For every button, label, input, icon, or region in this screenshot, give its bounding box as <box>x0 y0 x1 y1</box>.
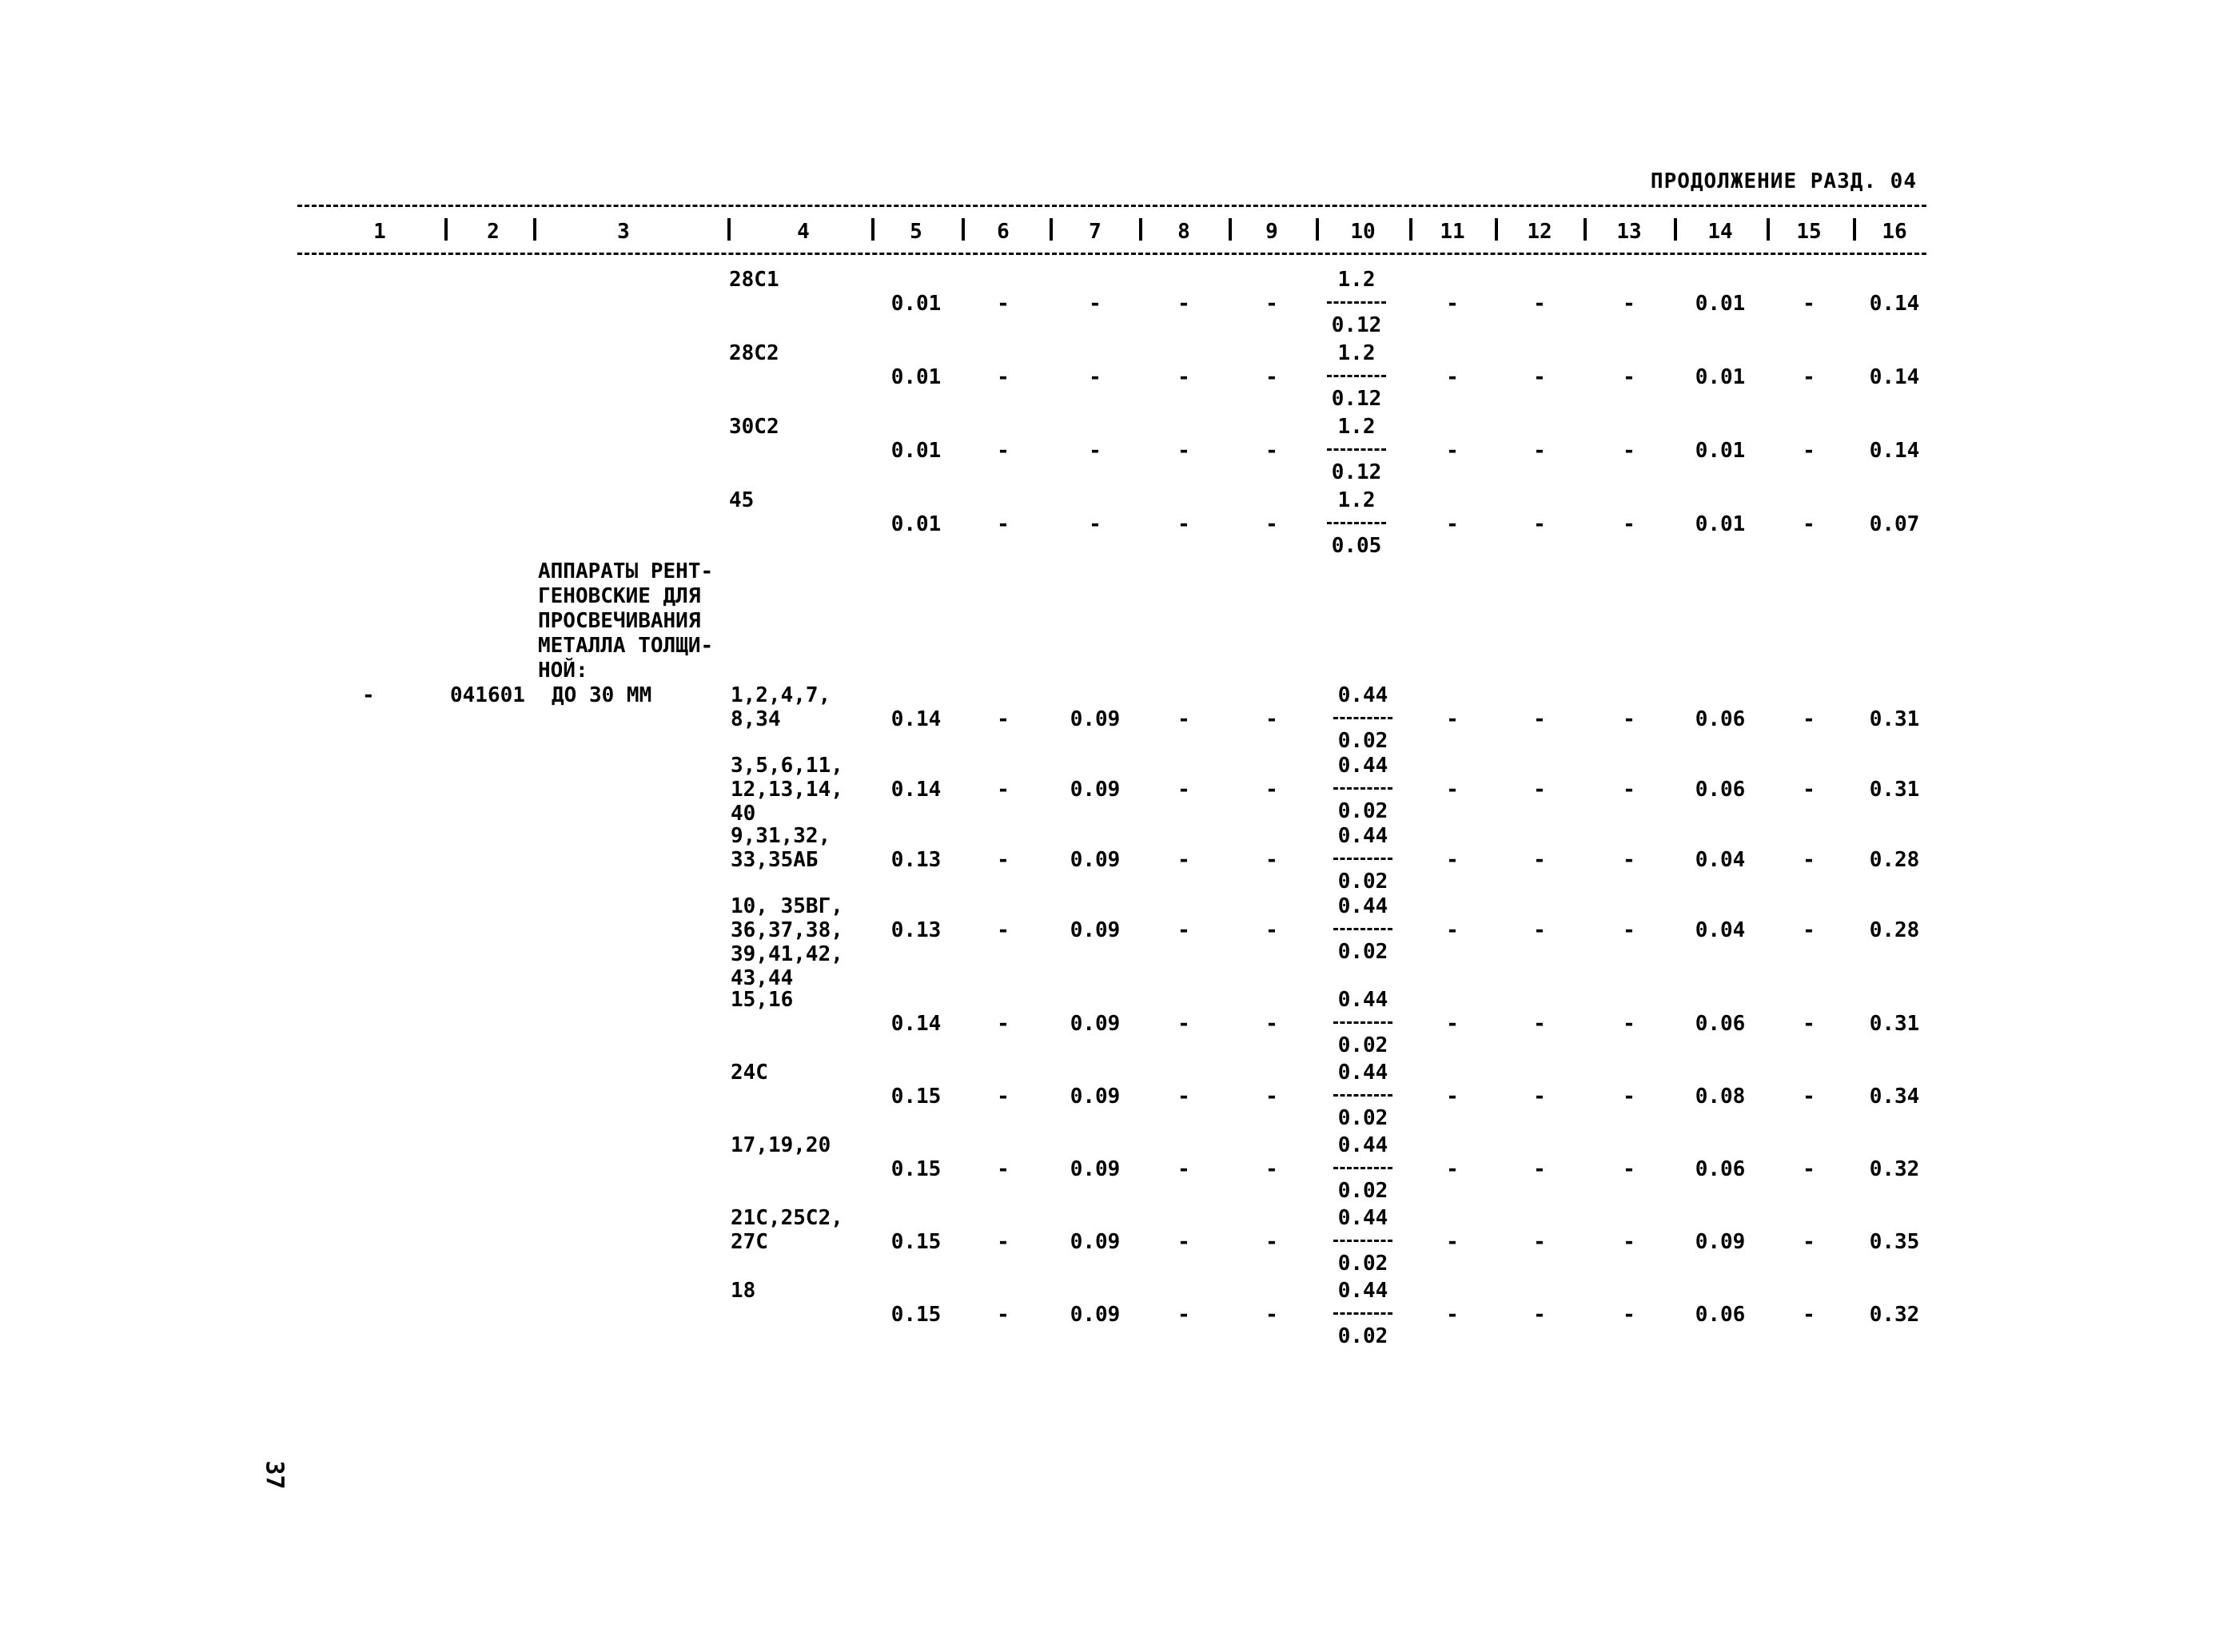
cell-c5: 0.15 <box>890 1230 942 1254</box>
cell-c15: - <box>1803 707 1815 731</box>
cell-c4-line: 17,19,20 <box>731 1133 831 1157</box>
column-header-5: 5 <box>910 220 922 244</box>
cell-c4-line: 12,13,14, <box>731 778 843 802</box>
cell-c13: - <box>1623 1012 1635 1036</box>
section-title-line: ПРОСВЕЧИВАНИЯ <box>538 609 701 633</box>
cell-c15: - <box>1803 292 1815 316</box>
cell-c16: 0.34 <box>1869 1085 1920 1109</box>
cell-c12: - <box>1533 439 1546 463</box>
cell-c4-line: 43,44 <box>731 966 794 990</box>
cell-c16: 0.31 <box>1869 778 1920 802</box>
cell-c6: - <box>997 512 1010 536</box>
fraction-numerator: 1.2 <box>1337 268 1376 292</box>
cell-c9: - <box>1265 1085 1278 1109</box>
cell-c11: - <box>1446 512 1459 536</box>
cell-c4-line: 3,5,6,11, <box>731 754 843 778</box>
cell-c12: - <box>1533 1157 1546 1181</box>
column-separator <box>962 218 965 241</box>
cell-c3: ДО 30 ММ <box>552 683 652 707</box>
fraction-numerator: 1.2 <box>1337 415 1376 439</box>
column-separator <box>1229 218 1232 241</box>
cell-c2: 041601 <box>450 683 525 707</box>
fraction-bar <box>1333 1167 1392 1169</box>
cell-c15: - <box>1803 1157 1815 1181</box>
cell-c6: - <box>997 365 1010 389</box>
cell-c13: - <box>1623 1230 1635 1254</box>
cell-c8: - <box>1177 512 1190 536</box>
cell-c12: - <box>1533 1303 1546 1327</box>
cell-c4-line: 36,37,38, <box>731 918 843 942</box>
fraction-denominator: 0.02 <box>1337 870 1388 894</box>
cell-c9: - <box>1265 439 1278 463</box>
cell-c16: 0.32 <box>1869 1157 1920 1181</box>
cell-c10-fraction <box>1333 754 1392 823</box>
section-title-line: ГЕНОВСКИЕ ДЛЯ <box>538 584 701 608</box>
cell-c15: - <box>1803 848 1815 872</box>
cell-c13: - <box>1623 707 1635 731</box>
cell-c16: 0.35 <box>1869 1230 1920 1254</box>
cell-c8: - <box>1177 707 1190 731</box>
cell-c12: - <box>1533 918 1546 942</box>
cell-c4-line: 15,16 <box>731 988 794 1012</box>
cell-c12: - <box>1533 1012 1546 1036</box>
cell-c5: 0.15 <box>890 1157 942 1181</box>
cell-c16: 0.31 <box>1869 707 1920 731</box>
fraction-numerator: 0.44 <box>1337 1133 1388 1157</box>
cell-c4: 28С2 <box>729 341 779 365</box>
cell-c9: - <box>1265 512 1278 536</box>
cell-c6: - <box>997 707 1010 731</box>
column-separator <box>871 218 874 241</box>
cell-c9: - <box>1265 848 1278 872</box>
cell-c15: - <box>1803 778 1815 802</box>
cell-c14: 0.01 <box>1695 292 1746 316</box>
section-title-line: АППАРАТЫ РЕНТ- <box>538 559 714 583</box>
fraction-numerator: 0.44 <box>1337 754 1388 778</box>
cell-c14: 0.06 <box>1695 778 1746 802</box>
header-top-rule <box>297 205 1926 207</box>
fraction-numerator: 0.44 <box>1337 683 1388 707</box>
cell-c8: - <box>1177 918 1190 942</box>
column-header-13: 13 <box>1616 220 1642 244</box>
cell-c11: - <box>1446 1012 1459 1036</box>
fraction-denominator: 0.02 <box>1337 1033 1388 1057</box>
fraction-denominator: 0.02 <box>1337 940 1388 964</box>
page-number: 37 <box>260 1460 289 1490</box>
cell-c10-fraction <box>1333 1279 1392 1348</box>
cell-c5: 0.15 <box>890 1303 942 1327</box>
header-bottom-rule <box>297 253 1926 255</box>
cell-c4-line: 21С,25С2, <box>731 1206 843 1230</box>
column-header-7: 7 <box>1089 220 1102 244</box>
cell-c5: 0.01 <box>890 439 942 463</box>
cell-c6: - <box>997 1085 1010 1109</box>
cell-c8: - <box>1177 1085 1190 1109</box>
column-header-3: 3 <box>617 220 630 244</box>
column-separator <box>1495 218 1498 241</box>
cell-c7: 0.09 <box>1070 1230 1121 1254</box>
cell-c10-fraction <box>1333 894 1392 964</box>
fraction-denominator: 0.05 <box>1331 534 1382 558</box>
cell-c7: 0.09 <box>1070 1157 1121 1181</box>
cell-c4-line: 8,34 <box>731 707 781 731</box>
fraction-denominator: 0.02 <box>1337 799 1388 823</box>
cell-c10-fraction <box>1333 824 1392 894</box>
cell-c5: 0.01 <box>890 292 942 316</box>
cell-c16: 0.14 <box>1869 439 1920 463</box>
cell-c4-line: 18 <box>731 1279 756 1303</box>
cell-c7: 0.09 <box>1070 778 1121 802</box>
cell-c7: 0.09 <box>1070 1303 1121 1327</box>
continuation-title: ПРОДОЛЖЕНИЕ РАЗД. 04 <box>1650 169 1917 193</box>
cell-c9: - <box>1265 918 1278 942</box>
cell-c5: 0.15 <box>890 1085 942 1109</box>
cell-c15: - <box>1803 1303 1815 1327</box>
column-header-10: 10 <box>1350 220 1376 244</box>
column-separator <box>727 218 731 241</box>
cell-c15: - <box>1803 918 1815 942</box>
cell-c9: - <box>1265 1303 1278 1327</box>
cell-c16: 0.07 <box>1869 512 1920 536</box>
cell-c9: - <box>1265 1230 1278 1254</box>
cell-c9: - <box>1265 1157 1278 1181</box>
section-title-line: МЕТАЛЛА ТОЛЩИ- <box>538 634 714 658</box>
cell-c15: - <box>1803 1230 1815 1254</box>
cell-c6: - <box>997 1230 1010 1254</box>
cell-c15: - <box>1803 1012 1815 1036</box>
cell-c13: - <box>1623 1157 1635 1181</box>
cell-c6: - <box>997 292 1010 316</box>
cell-c14: 0.09 <box>1695 1230 1746 1254</box>
cell-c5: 0.01 <box>890 512 942 536</box>
fraction-bar <box>1333 1240 1392 1242</box>
cell-c7: 0.09 <box>1070 918 1121 942</box>
cell-c5: 0.13 <box>890 848 942 872</box>
cell-c7: 0.09 <box>1070 1012 1121 1036</box>
cell-c16: 0.14 <box>1869 365 1920 389</box>
cell-c11: - <box>1446 1085 1459 1109</box>
fraction-numerator: 0.44 <box>1337 894 1388 918</box>
cell-c12: - <box>1533 1085 1546 1109</box>
fraction-denominator: 0.02 <box>1337 1106 1388 1130</box>
cell-c9: - <box>1265 1012 1278 1036</box>
column-separator <box>1853 218 1856 241</box>
cell-c10-fraction <box>1333 1133 1392 1203</box>
fraction-denominator: 0.02 <box>1337 1252 1388 1276</box>
cell-c4-line: 9,31,32, <box>731 824 831 848</box>
cell-c11: - <box>1446 707 1459 731</box>
cell-c16: 0.28 <box>1869 848 1920 872</box>
cell-c13: - <box>1623 918 1635 942</box>
cell-c4: 30С2 <box>729 415 779 439</box>
fraction-numerator: 1.2 <box>1337 488 1376 512</box>
cell-c10-fraction <box>1333 1206 1392 1276</box>
cell-c10-fraction <box>1333 683 1392 753</box>
fraction-bar <box>1327 448 1386 451</box>
column-header-16: 16 <box>1882 220 1907 244</box>
fraction-numerator: 0.44 <box>1337 824 1388 848</box>
cell-c6: - <box>997 778 1010 802</box>
cell-c13: - <box>1623 1303 1635 1327</box>
cell-c5: 0.14 <box>890 707 942 731</box>
fraction-bar <box>1327 301 1386 304</box>
cell-c4-line: 1,2,4,7, <box>731 683 831 707</box>
column-header-6: 6 <box>997 220 1010 244</box>
cell-c11: - <box>1446 365 1459 389</box>
cell-c8: - <box>1177 1303 1190 1327</box>
column-separator <box>444 218 448 241</box>
cell-c7: - <box>1089 512 1102 536</box>
column-separator <box>1584 218 1587 241</box>
cell-c14: 0.08 <box>1695 1085 1746 1109</box>
fraction-denominator: 0.02 <box>1337 1179 1388 1203</box>
cell-c13: - <box>1623 848 1635 872</box>
cell-c13: - <box>1623 292 1635 316</box>
cell-c5: 0.14 <box>890 1012 942 1036</box>
cell-c11: - <box>1446 292 1459 316</box>
fraction-bar <box>1333 717 1392 719</box>
cell-c4-line: 27С <box>731 1230 768 1254</box>
cell-c10-fraction <box>1327 415 1386 484</box>
cell-c9: - <box>1265 707 1278 731</box>
cell-c11: - <box>1446 778 1459 802</box>
cell-c10-fraction <box>1327 341 1386 411</box>
fraction-denominator: 0.12 <box>1331 313 1382 337</box>
column-header-11: 11 <box>1440 220 1465 244</box>
cell-c11: - <box>1446 1303 1459 1327</box>
cell-c14: 0.01 <box>1695 439 1746 463</box>
cell-c8: - <box>1177 1012 1190 1036</box>
cell-c15: - <box>1803 439 1815 463</box>
cell-c13: - <box>1623 512 1635 536</box>
cell-c6: - <box>997 918 1010 942</box>
column-separator <box>1767 218 1770 241</box>
column-separator <box>1316 218 1319 241</box>
cell-c11: - <box>1446 1230 1459 1254</box>
cell-c4-line: 10, 35ВГ, <box>731 894 843 918</box>
cell-c13: - <box>1623 1085 1635 1109</box>
column-header-14: 14 <box>1707 220 1733 244</box>
cell-c12: - <box>1533 292 1546 316</box>
cell-c13: - <box>1623 778 1635 802</box>
cell-c13: - <box>1623 365 1635 389</box>
cell-c16: 0.32 <box>1869 1303 1920 1327</box>
cell-c6: - <box>997 1157 1010 1181</box>
cell-c12: - <box>1533 512 1546 536</box>
cell-c15: - <box>1803 365 1815 389</box>
fraction-denominator: 0.02 <box>1337 1324 1388 1348</box>
cell-c8: - <box>1177 292 1190 316</box>
cell-c14: 0.06 <box>1695 1157 1746 1181</box>
cell-c7: - <box>1089 439 1102 463</box>
cell-c12: - <box>1533 778 1546 802</box>
cell-c16: 0.14 <box>1869 292 1920 316</box>
cell-c5: 0.01 <box>890 365 942 389</box>
fraction-denominator: 0.12 <box>1331 387 1382 411</box>
cell-c14: 0.01 <box>1695 365 1746 389</box>
cell-c7: - <box>1089 292 1102 316</box>
cell-c4: 28С1 <box>729 268 779 292</box>
fraction-bar <box>1327 375 1386 377</box>
section-title-line: НОЙ: <box>538 659 588 683</box>
fraction-bar <box>1333 1094 1392 1097</box>
column-separator <box>1139 218 1142 241</box>
cell-c11: - <box>1446 439 1459 463</box>
cell-c12: - <box>1533 1230 1546 1254</box>
fraction-numerator: 0.44 <box>1337 1206 1388 1230</box>
cell-c10-fraction <box>1333 988 1392 1057</box>
cell-c6: - <box>997 439 1010 463</box>
cell-c8: - <box>1177 365 1190 389</box>
column-header-8: 8 <box>1177 220 1190 244</box>
cell-c12: - <box>1533 707 1546 731</box>
cell-c10-fraction <box>1333 1061 1392 1130</box>
cell-c7: - <box>1089 365 1102 389</box>
cell-c14: 0.06 <box>1695 1012 1746 1036</box>
cell-c7: 0.09 <box>1070 707 1121 731</box>
cell-c16: 0.28 <box>1869 918 1920 942</box>
fraction-bar <box>1333 1312 1392 1315</box>
cell-c14: 0.04 <box>1695 918 1746 942</box>
cell-c8: - <box>1177 439 1190 463</box>
cell-c13: - <box>1623 439 1635 463</box>
cell-c9: - <box>1265 365 1278 389</box>
cell-c12: - <box>1533 365 1546 389</box>
cell-c5: 0.13 <box>890 918 942 942</box>
cell-c7: 0.09 <box>1070 848 1121 872</box>
column-separator <box>533 218 536 241</box>
fraction-denominator: 0.12 <box>1331 460 1382 484</box>
cell-c8: - <box>1177 848 1190 872</box>
cell-c4-line: 33,35АБ <box>731 848 819 872</box>
fraction-bar <box>1333 858 1392 860</box>
cell-c8: - <box>1177 778 1190 802</box>
cell-c6: - <box>997 1012 1010 1036</box>
fraction-bar <box>1327 522 1386 524</box>
cell-c11: - <box>1446 918 1459 942</box>
cell-c1: - <box>362 683 375 707</box>
cell-c10-fraction <box>1327 488 1386 558</box>
cell-c9: - <box>1265 778 1278 802</box>
fraction-bar <box>1333 787 1392 790</box>
cell-c4-line: 39,41,42, <box>731 942 843 966</box>
cell-c15: - <box>1803 512 1815 536</box>
cell-c9: - <box>1265 292 1278 316</box>
column-header-12: 12 <box>1527 220 1552 244</box>
cell-c6: - <box>997 1303 1010 1327</box>
column-separator <box>1050 218 1053 241</box>
cell-c7: 0.09 <box>1070 1085 1121 1109</box>
cell-c8: - <box>1177 1157 1190 1181</box>
cell-c15: - <box>1803 1085 1815 1109</box>
cell-c11: - <box>1446 1157 1459 1181</box>
cell-c4: 45 <box>729 488 755 512</box>
cell-c14: 0.06 <box>1695 1303 1746 1327</box>
column-header-1: 1 <box>373 220 386 244</box>
cell-c16: 0.31 <box>1869 1012 1920 1036</box>
column-header-2: 2 <box>487 220 500 244</box>
column-separator <box>1409 218 1412 241</box>
fraction-bar <box>1333 928 1392 930</box>
cell-c11: - <box>1446 848 1459 872</box>
fraction-numerator: 0.44 <box>1337 1279 1388 1303</box>
cell-c8: - <box>1177 1230 1190 1254</box>
column-header-15: 15 <box>1796 220 1822 244</box>
cell-c4-line: 24С <box>731 1061 768 1085</box>
cell-c6: - <box>997 848 1010 872</box>
cell-c12: - <box>1533 848 1546 872</box>
cell-c14: 0.06 <box>1695 707 1746 731</box>
cell-c14: 0.01 <box>1695 512 1746 536</box>
column-separator <box>1674 218 1677 241</box>
cell-c14: 0.04 <box>1695 848 1746 872</box>
fraction-numerator: 0.44 <box>1337 1061 1388 1085</box>
column-header-9: 9 <box>1265 220 1278 244</box>
column-header-4: 4 <box>797 220 810 244</box>
cell-c4-line: 40 <box>731 802 756 826</box>
fraction-numerator: 1.2 <box>1337 341 1376 365</box>
fraction-bar <box>1333 1021 1392 1024</box>
fraction-denominator: 0.02 <box>1337 729 1388 753</box>
cell-c10-fraction <box>1327 268 1386 337</box>
fraction-numerator: 0.44 <box>1337 988 1388 1012</box>
cell-c5: 0.14 <box>890 778 942 802</box>
